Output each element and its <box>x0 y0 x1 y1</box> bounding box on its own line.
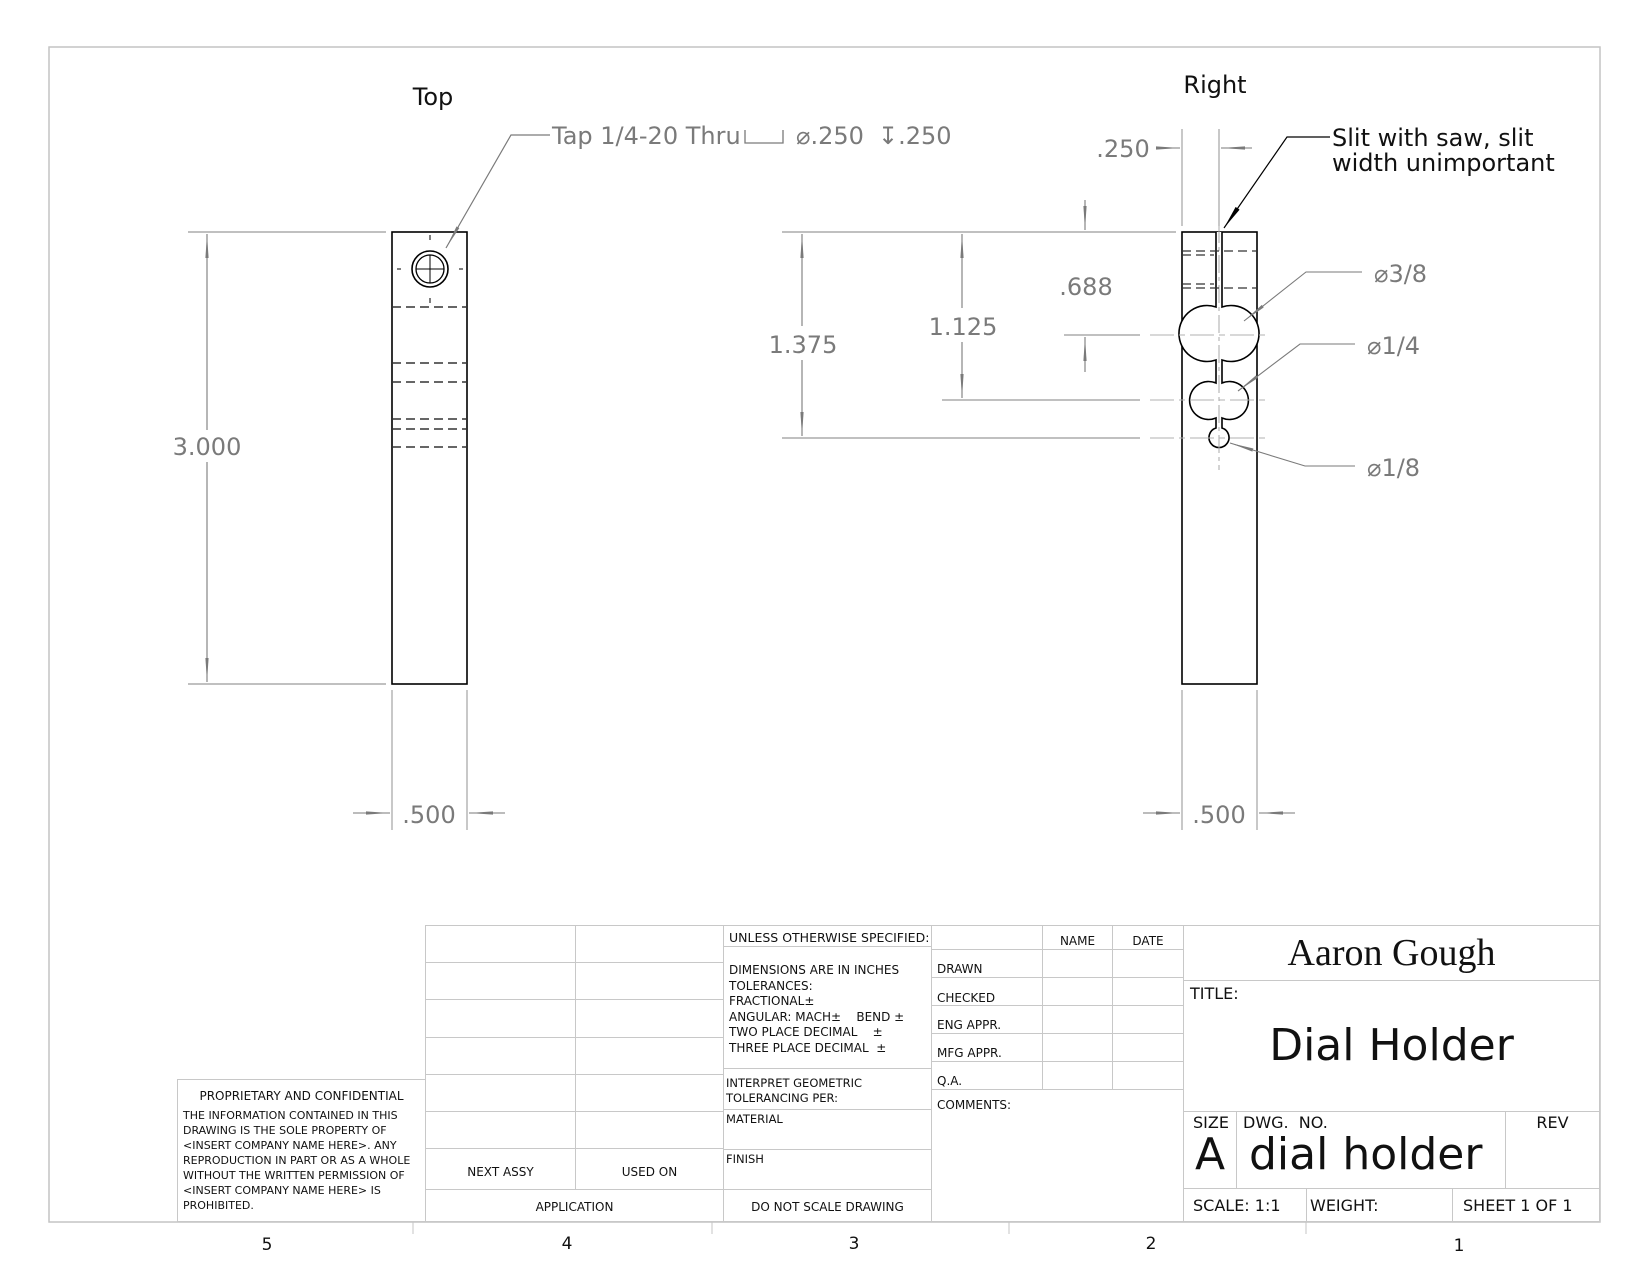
proprietary-text: THE INFORMATION CONTAINED IN THIS DRAWING IS THE SOLE PROPERTY OF <INSERT COMPANY NAME HERE>. ANY REPRODUCTION IN PART OR AS A WHOLE WITHOUT THE WRITTEN PERMISSION OF <INSERT COMPANY NAME HERE> IS PROHIBITED. <box>183 1109 411 1212</box>
zone-1: 1 <box>1453 1236 1465 1256</box>
size-label: SIZE <box>1193 1113 1229 1132</box>
dwg-no-value: dial holder <box>1249 1129 1483 1180</box>
top-view-label: Top <box>412 83 454 111</box>
dwg-no-label: DWG. NO. <box>1243 1113 1328 1132</box>
approval-mfg: MFG APPR. <box>937 1046 1002 1060</box>
size-value: A <box>1195 1129 1226 1180</box>
dim-3000: 3.000 <box>172 433 242 461</box>
zone-3: 3 <box>848 1234 860 1254</box>
dim-1375: 1.375 <box>768 331 838 359</box>
date-header: DATE <box>1132 934 1164 948</box>
zone-labels <box>262 1234 1465 1256</box>
proprietary-title: PROPRIETARY AND CONFIDENTIAL <box>199 1089 404 1103</box>
right-view-label: Right <box>1183 71 1247 99</box>
dim-688: .688 <box>1059 273 1113 301</box>
approval-checked: CHECKED <box>937 991 996 1005</box>
sheet-label: SHEET 1 OF 1 <box>1463 1196 1573 1215</box>
zone-5: 5 <box>261 1235 273 1255</box>
rev-label: REV <box>1536 1113 1569 1132</box>
counterbore-icon <box>745 130 783 143</box>
comments-label: COMMENTS: <box>937 1098 1012 1112</box>
slit-note: Slit with saw, slit width unimportant <box>1332 124 1555 177</box>
approval-eng: ENG APPR. <box>937 1018 1002 1032</box>
title-label: TITLE: <box>1190 984 1239 1003</box>
scale-label: SCALE: 1:1 <box>1193 1196 1281 1215</box>
used-on-label: USED ON <box>621 1165 678 1179</box>
company-name: Aaron Gough <box>1287 932 1496 974</box>
material-label: MATERIAL <box>726 1112 783 1126</box>
zone-2: 2 <box>1145 1234 1157 1254</box>
do-not-scale: DO NOT SCALE DRAWING <box>751 1200 904 1214</box>
zone-4: 4 <box>561 1234 573 1254</box>
application-label: APPLICATION <box>535 1200 614 1214</box>
next-assy-label: NEXT ASSY <box>467 1165 534 1179</box>
interpret-geometric: INTERPRET GEOMETRIC TOLERANCING PER: <box>726 1076 863 1105</box>
tolerance-notes: DIMENSIONS ARE IN INCHES TOLERANCES: FRACTIONAL± ANGULAR: MACH± BEND ± TWO PLACE DECIMAL ± THREE PLACE DECIMAL ± <box>729 963 905 1055</box>
tap-callout: Tap 1/4-20 Thru <box>552 122 741 150</box>
dim-1125: 1.125 <box>928 313 998 341</box>
drawing-title: Dial Holder <box>1269 1020 1514 1071</box>
top-view <box>173 83 952 830</box>
hole-callout-3-8: ⌀3/8 <box>1374 260 1428 288</box>
name-header: NAME <box>1059 934 1096 948</box>
unless-specified: UNLESS OTHERWISE SPECIFIED: <box>729 930 930 945</box>
tap-depth: ↧.250 <box>878 122 952 150</box>
finish-label: FINISH <box>726 1152 764 1166</box>
approval-qa: Q.A. <box>937 1074 963 1088</box>
dim-right-500: .500 <box>1192 801 1246 829</box>
tap-diameter: ⌀.250 <box>796 122 864 150</box>
hole-callout-1-8: ⌀1/8 <box>1367 454 1421 482</box>
right-view <box>769 71 1555 830</box>
dim-top-500: .500 <box>402 801 456 829</box>
approval-drawn: DRAWN <box>937 962 983 976</box>
weight-label: WEIGHT: <box>1310 1196 1379 1215</box>
hole-callout-1-4: ⌀1/4 <box>1367 332 1421 360</box>
dim-slit-250: .250 <box>1096 135 1150 163</box>
